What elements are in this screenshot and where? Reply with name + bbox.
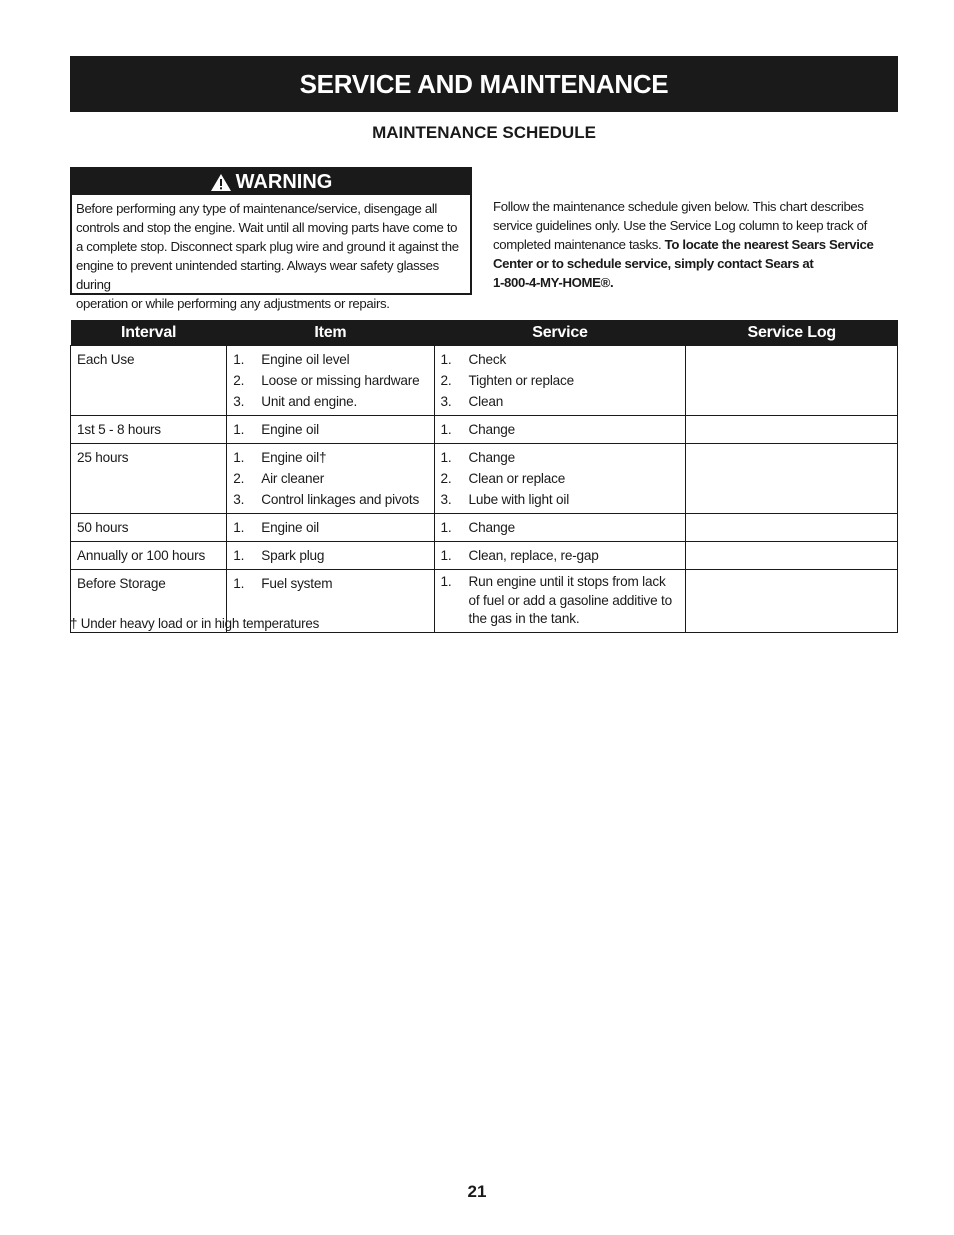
list-item	[233, 573, 427, 594]
list-text: Run engine until it stops from lack of fuel or add a gasoline additive to the gas in the tank.	[468, 574, 672, 626]
list-text: Change	[468, 422, 515, 437]
warning-title: WARNING	[235, 170, 333, 193]
list-text: Clean or replace	[468, 471, 566, 486]
list-item	[441, 468, 680, 489]
list-text: Engine oil†	[261, 450, 327, 465]
cell-service	[434, 346, 686, 416]
header-interval: Interval	[71, 320, 227, 346]
list-number: 2.	[233, 471, 245, 486]
list-number: 1.	[440, 520, 452, 535]
intro-line-bold: To locate the nearest Sears Service	[664, 237, 874, 252]
list-item	[233, 517, 427, 538]
cell-interval: Each Use	[71, 346, 227, 416]
list-number: 1.	[440, 548, 452, 563]
list-item	[441, 349, 680, 370]
list-number: 1.	[233, 520, 245, 535]
list-number: 1.	[233, 352, 245, 367]
list-text: Change	[468, 450, 515, 465]
list-text: Check	[468, 352, 507, 367]
cell-service-log[interactable]	[686, 444, 898, 514]
section-title: SERVICE AND MAINTENANCE	[299, 68, 669, 99]
list-number: 3.	[233, 492, 245, 507]
list-text: Air cleaner	[261, 471, 325, 486]
warning-line: Before performing any type of maintenance/service, disengage all	[76, 201, 437, 216]
list-text: Clean, replace, re-gap	[468, 548, 599, 563]
cell-interval: 1st 5 - 8 hours	[71, 416, 227, 444]
table-row	[71, 416, 898, 444]
warning-line: controls and stop the engine. Wait until all moving parts have come to	[76, 220, 458, 235]
list-number: 3.	[440, 394, 452, 409]
cell-item	[227, 514, 434, 542]
list-number: 1.	[440, 352, 452, 367]
list-text: Tighten or replace	[468, 373, 574, 388]
table-row	[71, 444, 898, 514]
intro-line: service guidelines only. Use the Service Log column to keep track of	[493, 218, 867, 233]
list-text: Control linkages and pivots	[261, 492, 420, 507]
header-service-log: Service Log	[686, 320, 898, 346]
table-body	[71, 346, 898, 633]
intro-paragraph	[493, 197, 895, 292]
list-item	[233, 489, 427, 510]
list-item	[441, 545, 680, 566]
list-number: 1.	[233, 548, 245, 563]
cell-service-log[interactable]	[686, 570, 898, 633]
list-item	[233, 391, 427, 412]
list-number: 1.	[440, 574, 452, 589]
list-text: Engine oil level	[261, 352, 350, 367]
list-item	[233, 370, 427, 391]
cell-service	[434, 542, 686, 570]
list-item	[233, 349, 427, 370]
footnote: † Under heavy load or in high temperatures	[70, 616, 320, 631]
list-number: 2.	[233, 373, 245, 388]
list-number: 1.	[233, 576, 245, 591]
cell-service-log[interactable]	[686, 346, 898, 416]
list-text: Spark plug	[261, 548, 325, 563]
warning-line: operation or while performing any adjustments or repairs.	[76, 296, 390, 311]
cell-service	[434, 514, 686, 542]
list-text: Engine oil	[261, 422, 319, 437]
list-text: Fuel system	[261, 576, 333, 591]
list-item	[233, 545, 427, 566]
warning-triangle-icon	[210, 173, 232, 192]
list-item	[441, 419, 680, 440]
list-number: 3.	[440, 492, 452, 507]
warning-line: engine to prevent unintended starting. Always wear safety glasses during	[76, 258, 439, 292]
list-item	[233, 447, 427, 468]
list-text: Change	[468, 520, 515, 535]
list-item	[441, 370, 680, 391]
table-row	[71, 542, 898, 570]
table-header-row	[71, 320, 898, 346]
maintenance-schedule-table	[70, 320, 898, 633]
list-item	[441, 573, 680, 629]
cell-service	[434, 444, 686, 514]
list-number: 1.	[440, 450, 452, 465]
cell-interval: Annually or 100 hours	[71, 542, 227, 570]
list-item	[233, 468, 427, 489]
intro-bold-line	[493, 273, 895, 292]
cell-item	[227, 444, 434, 514]
cell-service	[434, 570, 686, 633]
list-text: Clean	[468, 394, 504, 409]
intro-bold-line	[493, 254, 895, 273]
table-row	[71, 514, 898, 542]
header-item: Item	[227, 320, 434, 346]
list-item	[441, 489, 680, 510]
list-number: 1.	[233, 450, 245, 465]
list-number: 2.	[440, 471, 452, 486]
warning-text	[72, 195, 470, 313]
list-number: 2.	[440, 373, 452, 388]
warning-line: a complete stop. Disconnect spark plug wire and ground it against the	[76, 239, 459, 254]
intro-line	[493, 235, 895, 254]
list-item	[441, 391, 680, 412]
cell-interval: 50 hours	[71, 514, 227, 542]
list-text: Engine oil	[261, 520, 319, 535]
page-number: 21	[467, 1182, 487, 1201]
section-title-bar	[70, 56, 898, 112]
warning-box	[70, 167, 472, 311]
intro-bold-text: Center or to schedule service, simply contact Sears at	[493, 256, 814, 271]
intro-bold-text: 1-800-4-MY-HOME®.	[493, 275, 614, 290]
cell-service	[434, 416, 686, 444]
cell-service-log[interactable]	[686, 542, 898, 570]
list-text: Loose or missing hardware	[261, 373, 420, 388]
cell-item	[227, 542, 434, 570]
subsection-title: MAINTENANCE SCHEDULE	[372, 123, 596, 142]
cell-item	[227, 416, 434, 444]
table-row	[71, 346, 898, 416]
list-text: Unit and engine.	[261, 394, 358, 409]
warning-header	[72, 169, 470, 195]
cell-service-log[interactable]	[686, 416, 898, 444]
list-number: 1.	[233, 422, 245, 437]
list-item	[233, 419, 427, 440]
cell-interval: 25 hours	[71, 444, 227, 514]
cell-interval: Before Storage	[71, 570, 227, 633]
cell-item	[227, 346, 434, 416]
list-number: 1.	[440, 422, 452, 437]
list-text: Lube with light oil	[468, 492, 570, 507]
list-number: 3.	[233, 394, 245, 409]
intro-line-plain: completed maintenance tasks.	[493, 237, 665, 252]
list-item	[441, 447, 680, 468]
intro-line: Follow the maintenance schedule given below. This chart describes	[493, 199, 864, 214]
cell-service-log[interactable]	[686, 514, 898, 542]
list-item	[441, 517, 680, 538]
header-service: Service	[434, 320, 686, 346]
